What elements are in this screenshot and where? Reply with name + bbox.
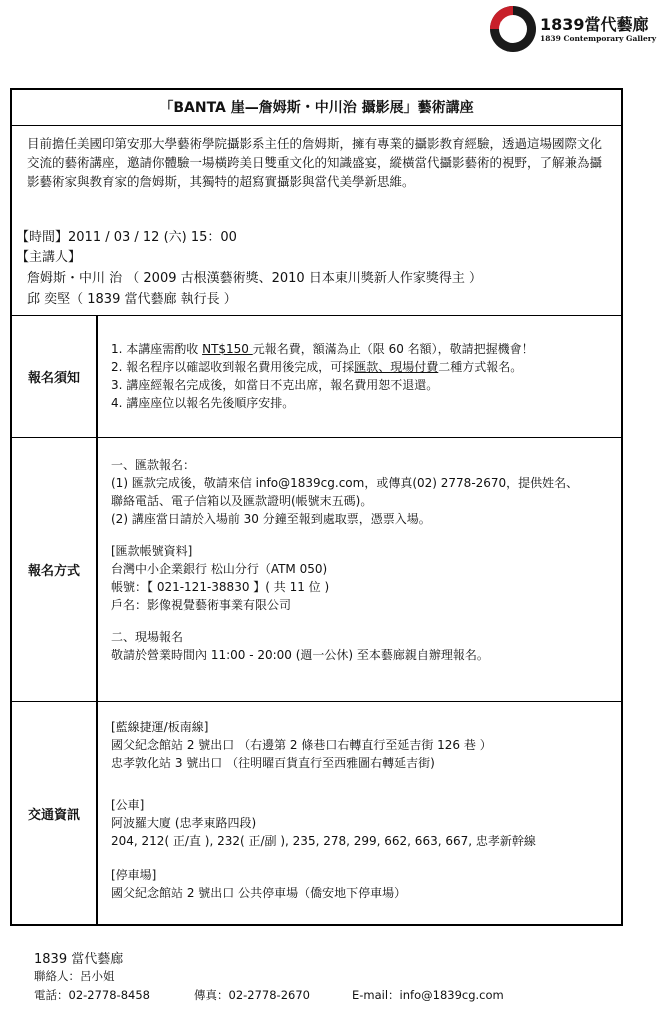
account-number: 帳號：【 021-121-38830 】( 共 11 位 )	[111, 580, 330, 594]
registration-notice-label: 報名須知	[12, 316, 98, 437]
remittance-step-1: (1) 匯款完成後，敬請來信 info@1839cg.com，或傳真(02) 2778-2670，提供姓名、	[111, 476, 579, 490]
footer-gallery-name: 1839 當代藝廊	[34, 952, 124, 967]
registration-method-label: 報名方式	[12, 438, 98, 701]
bus-heading: [公車]	[111, 798, 145, 812]
notice-line-4: 4. 講座座位以報名先後順序安排。	[111, 396, 295, 410]
mrt-route-2: 忠孝敦化站 3 號出口 （往明曜百貨直行至西雅圖右轉延吉街)	[111, 756, 435, 770]
footer-fax: 傳真：02-2778-2670	[194, 988, 310, 1002]
lecture-title: 「BANTA 崖—詹姆斯・中川治 攝影展」藝術講座	[12, 90, 621, 126]
logo-name: 1839當代藝廊	[540, 15, 649, 34]
notice-line-1: 1. 本講座需酌收 NT$150 元報名費，額滿為止（限 60 名額），敬請把握機會！	[111, 342, 534, 356]
logo-subtitle: 1839 Contemporary Gallery	[540, 34, 657, 43]
remittance-step-1-cont: 聯絡電話、電子信箱以及匯款證明(帳號末五碼)。	[111, 494, 373, 508]
mrt-heading: [藍線捷運/板南線]	[111, 720, 209, 734]
remittance-heading: 一、匯款報名：	[111, 458, 196, 472]
footer-phone: 電話：02-2778-8458	[34, 988, 150, 1002]
notice-fee: NT$150	[202, 342, 253, 356]
account-heading: [匯款帳號資料]	[111, 544, 193, 558]
registration-notice-body	[111, 340, 619, 412]
event-time: 【時間】2011 / 03 / 12 (六) 15：00	[16, 230, 237, 245]
logo-emblem	[490, 6, 536, 52]
speaker-2: 邱 奕堅（ 1839 當代藝廊 執行長 ）	[27, 292, 237, 307]
speaker-1: 詹姆斯・中川 治 （ 2009 古根漢藝術獎、2010 日本東川獎新人作家獎得主 ）	[27, 271, 482, 286]
footer-contact-person: 聯絡人：呂小姐	[34, 969, 115, 983]
bus-stop: 阿波羅大廈 (忠孝東路四段)	[111, 816, 257, 830]
registration-method-row	[12, 438, 621, 702]
traffic-info-body	[111, 718, 619, 902]
lecture-info-table	[10, 88, 623, 926]
gallery-logo	[490, 6, 664, 52]
remittance-step-2: (2) 講座當日請於入場前 30 分鐘至報到處取票，憑票入場。	[111, 512, 431, 526]
bank-name: 台灣中小企業銀行 松山分行（ATM 050)	[111, 562, 328, 576]
registration-method-body	[111, 456, 619, 664]
parking-details: 國父紀念館站 2 號出口 公共停車場（僑安地下停車場）	[111, 886, 407, 900]
notice-line-2: 2. 報名程序以確認收到報名費用後完成，可採匯款、現場付費二種方式報名。	[111, 360, 523, 374]
onsite-details: 敬請於營業時間內 11:00 - 20:00 (週一公休) 至本藝廊親自辦理報名。	[111, 648, 489, 662]
mrt-route-1: 國父紀念館站 2 號出口 （右邊第 2 條巷口右轉直行至延吉街 126 巷 ）	[111, 738, 492, 752]
registration-notice-row	[12, 316, 621, 438]
traffic-info-label: 交通資訊	[12, 702, 98, 924]
notice-payment-methods: 匯款、現場付費	[354, 360, 439, 374]
footer-email: E-mail：info@1839cg.com	[352, 988, 504, 1002]
intro-section	[12, 126, 621, 316]
logo-mark-text: 1839	[499, 21, 527, 31]
speaker-label: 【主講人】	[16, 250, 82, 265]
intro-paragraph: 目前擔任美國印第安那大學藝術學院攝影系主任的詹姆斯，擁有專業的攝影教育經驗，透過這場國際文化交流的藝術講座，邀請你體驗一場橫跨美日雙重文化的知識盛宴，縱橫當代攝影藝術的視野，了解兼為攝影藝術家與教育家的詹姆斯，其獨特的超寫實攝影與當代美學新思維。	[27, 136, 603, 189]
parking-heading: [停車場]	[111, 868, 157, 882]
notice-line-3: 3. 講座經報名完成後，如當日不克出席，報名費用恕不退還。	[111, 378, 439, 392]
bus-routes: 204, 212( 正/直 ), 232( 正/副 ), 235, 278, 299, 662, 663, 667, 忠孝新幹線	[111, 834, 536, 848]
onsite-heading: 二、現場報名	[111, 630, 184, 644]
traffic-info-row	[12, 702, 621, 924]
account-holder: 戶名：影像視覺藝術事業有限公司	[111, 598, 292, 612]
